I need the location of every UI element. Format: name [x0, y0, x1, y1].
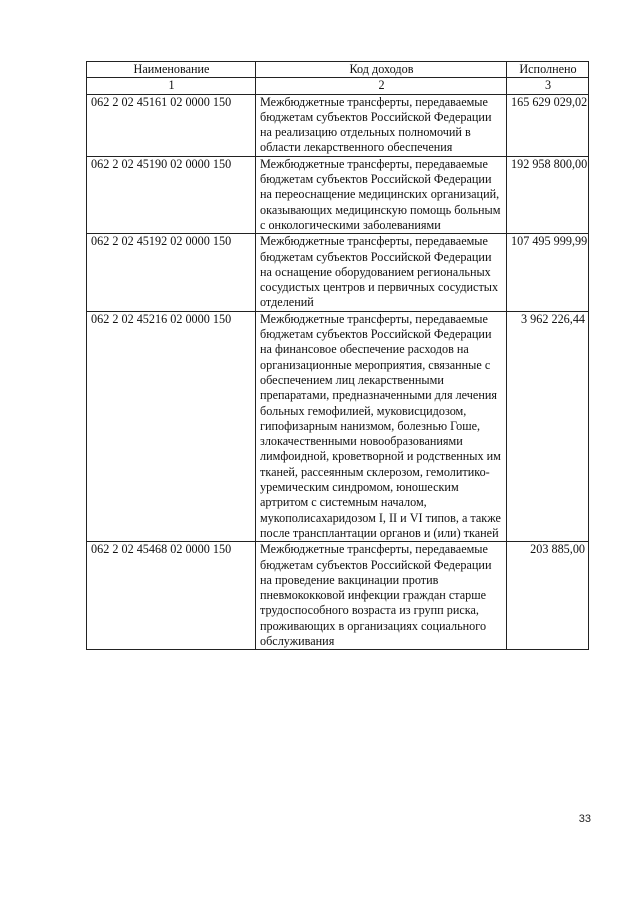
- column-number-row: [87, 78, 589, 94]
- description-cell: Межбюджетные трансферты, передаваемые бюджетам субъектов Российской Федерации на проведение вакцинации против пневмококковой инфекции граждан старше трудоспособного возраста из групп риска, проживающих в организациях социального обслуживания: [256, 542, 507, 650]
- amount-cell: 3 962 226,44: [507, 311, 589, 541]
- description-cell: Межбюджетные трансферты, передаваемые бюджетам субъектов Российской Федерации на реализацию отдельных полномочий в области лекарственного обеспечения: [256, 94, 507, 156]
- income-code-cell: 062 2 02 45190 02 0000 150: [87, 156, 256, 233]
- column-header-income-code: Код доходов: [256, 62, 507, 78]
- amount-cell: 107 495 999,99: [507, 234, 589, 311]
- table-row: [87, 542, 589, 650]
- income-code-cell: 062 2 02 45216 02 0000 150: [87, 311, 256, 541]
- column-number: 3: [507, 78, 589, 94]
- column-header-name: Наименование: [87, 62, 256, 78]
- amount-cell: 165 629 029,02: [507, 94, 589, 156]
- description-cell: Межбюджетные трансферты, передаваемые бюджетам субъектов Российской Федерации на оснащение оборудованием региональных сосудистых центров и первичных сосудистых отделений: [256, 234, 507, 311]
- description-cell: Межбюджетные трансферты, передаваемые бюджетам субъектов Российской Федерации на финансовое обеспечение расходов на организационные мероприятия, связанные с обеспечением лиц лекарственными препаратами, предназначенными для лечения больных гемофилией, муковисцидозом, гипофизарным нанизмом, болезнью Гоше, злокачественными новообразованиями лимфоидной, кроветворной и родственных им тканей, рассеянным склерозом, гемолитико-уремическим синдромом, юношеским артритом с системным началом, мукополисахаридозом I, II и VI типов, а также после трансплантации органов и (или) тканей: [256, 311, 507, 541]
- amount-cell: 192 958 800,00: [507, 156, 589, 233]
- table-header-row: [87, 62, 589, 78]
- income-code-cell: 062 2 02 45192 02 0000 150: [87, 234, 256, 311]
- table-row: [87, 311, 589, 541]
- column-number: 1: [87, 78, 256, 94]
- amount-cell: 203 885,00: [507, 542, 589, 650]
- table-row: [87, 234, 589, 311]
- table-row: [87, 156, 589, 233]
- table-row: [87, 94, 589, 156]
- page-number: 33: [578, 813, 591, 825]
- column-number: 2: [256, 78, 507, 94]
- column-header-executed: Исполнено: [507, 62, 589, 78]
- income-code-cell: 062 2 02 45468 02 0000 150: [87, 542, 256, 650]
- description-cell: Межбюджетные трансферты, передаваемые бюджетам субъектов Российской Федерации на переоснащение медицинских организаций, оказывающих медицинскую помощь больным с онкологическими заболеваниями: [256, 156, 507, 233]
- income-code-cell: 062 2 02 45161 02 0000 150: [87, 94, 256, 156]
- revenue-table: [86, 61, 589, 650]
